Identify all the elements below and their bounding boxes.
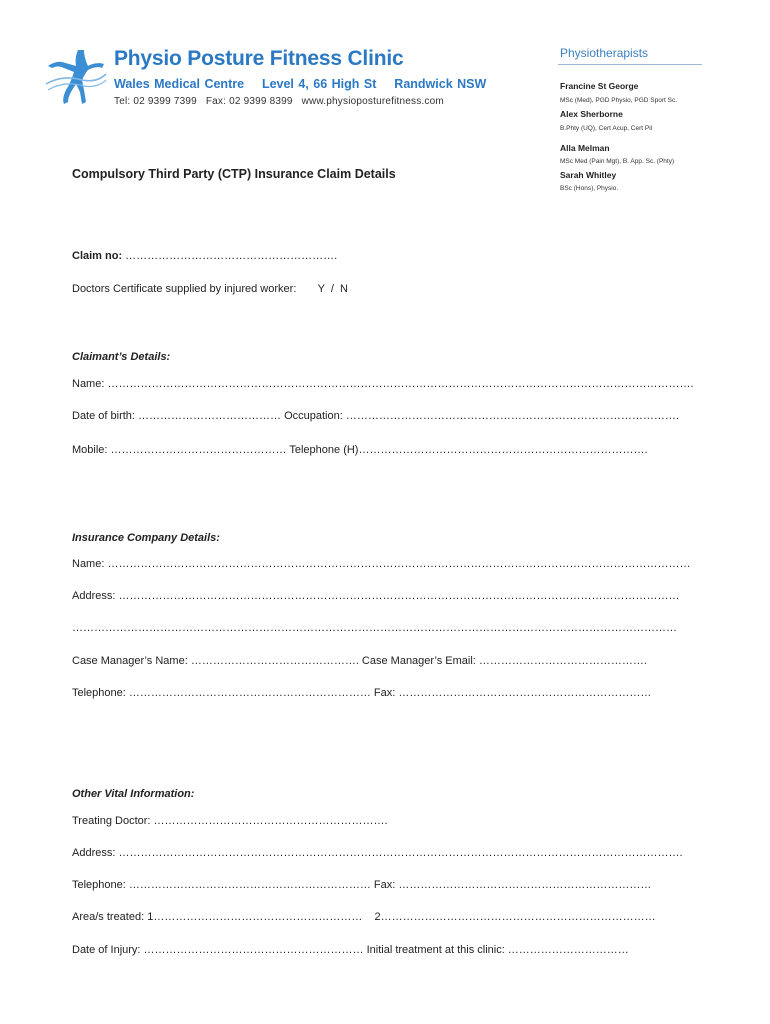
insurance-telephone-fax-field[interactable]: Telephone: ………………………………………………………… Fax: ……………………………………………………………	[72, 687, 652, 699]
claim-number-field[interactable]	[72, 250, 337, 262]
treating-doctor-field[interactable]: Treating Doctor: ……………………………………………………….	[72, 815, 388, 827]
claim-label: Claim no:	[72, 250, 123, 262]
insurance-address-field[interactable]: Address: ………………………………………………………………………………………………………………………………………	[72, 590, 680, 602]
physio-name: Alex Sherborne	[560, 109, 623, 119]
dancer-silhouette-icon	[42, 44, 108, 108]
other-info-heading: Other Vital Information:	[72, 788, 195, 800]
panel-divider	[558, 64, 702, 65]
clinic-address: Wales Medical Centre Level 4, 66 High St Randwick NSW	[114, 77, 487, 91]
physiotherapists-title: Physiotherapists	[560, 46, 649, 60]
claim-dots: ………………………………………………….	[122, 250, 338, 262]
insurance-address-line2-field[interactable]: …………………………………………………………………………………………………………………………………………………	[72, 622, 677, 634]
form-title: Compulsory Third Party (CTP) Insurance Claim Details	[72, 167, 396, 181]
date-of-injury-field[interactable]: Date of Injury: …………………………………………………… Initial treatment at this clinic: ……………………………	[72, 944, 629, 956]
claimant-heading: Claimant’s Details:	[72, 351, 171, 363]
claimant-dob-occupation-field[interactable]: Date of birth: ………………………………… Occupation: ……………………………………………………………………………….	[72, 410, 679, 422]
physio-credentials: MSc Med (Pain Mgt), B. App. Sc. (Phty)	[560, 158, 675, 165]
case-manager-field[interactable]: Case Manager’s Name: ………………………………………. Case Manager’s Email: ……………………………………….	[72, 655, 647, 667]
areas-treated-field[interactable]: Area/s treated: 1………………………………………………… 2…………………………………………………………………	[72, 911, 656, 923]
clinic-name: Physio Posture Fitness Clinic	[114, 47, 404, 70]
doctors-certificate-field[interactable]: Doctors Certificate supplied by injured worker: Y / N	[72, 283, 348, 295]
clinic-contact: Tel: 02 9399 7399 Fax: 02 9399 8399 www.physioposturefitness.com	[114, 96, 444, 107]
physio-credentials: B.Phty (UQ), Cert Acup, Cert Pil	[560, 125, 653, 132]
claimant-mobile-telephone-field[interactable]: Mobile: ………………………………………… Telephone (H)…………………………………………………………………….	[72, 444, 648, 456]
insurance-name-field[interactable]: Name: ……………………………………………………………………………………………………………………………………………	[72, 558, 691, 570]
insurance-heading: Insurance Company Details:	[72, 532, 220, 544]
claimant-name-field[interactable]: Name: …………………………………………………………………………………………………………………………………………….	[72, 378, 694, 390]
physio-name: Alla Melman	[560, 143, 610, 153]
physio-name: Sarah Whitley	[560, 170, 617, 180]
physio-name: Francine St George	[560, 81, 639, 91]
physio-credentials: BSc (Hons), Physio.	[560, 185, 619, 192]
doctor-address-field[interactable]: Address: ……………………………………………………………………………………………………………………………………….	[72, 847, 683, 859]
doctor-telephone-fax-field[interactable]: Telephone: ………………………………………………………… Fax: ……………………………………………………………	[72, 879, 652, 891]
physio-credentials: MSc (Med), PGD Physio, PGD Sport Sc.	[560, 97, 678, 104]
